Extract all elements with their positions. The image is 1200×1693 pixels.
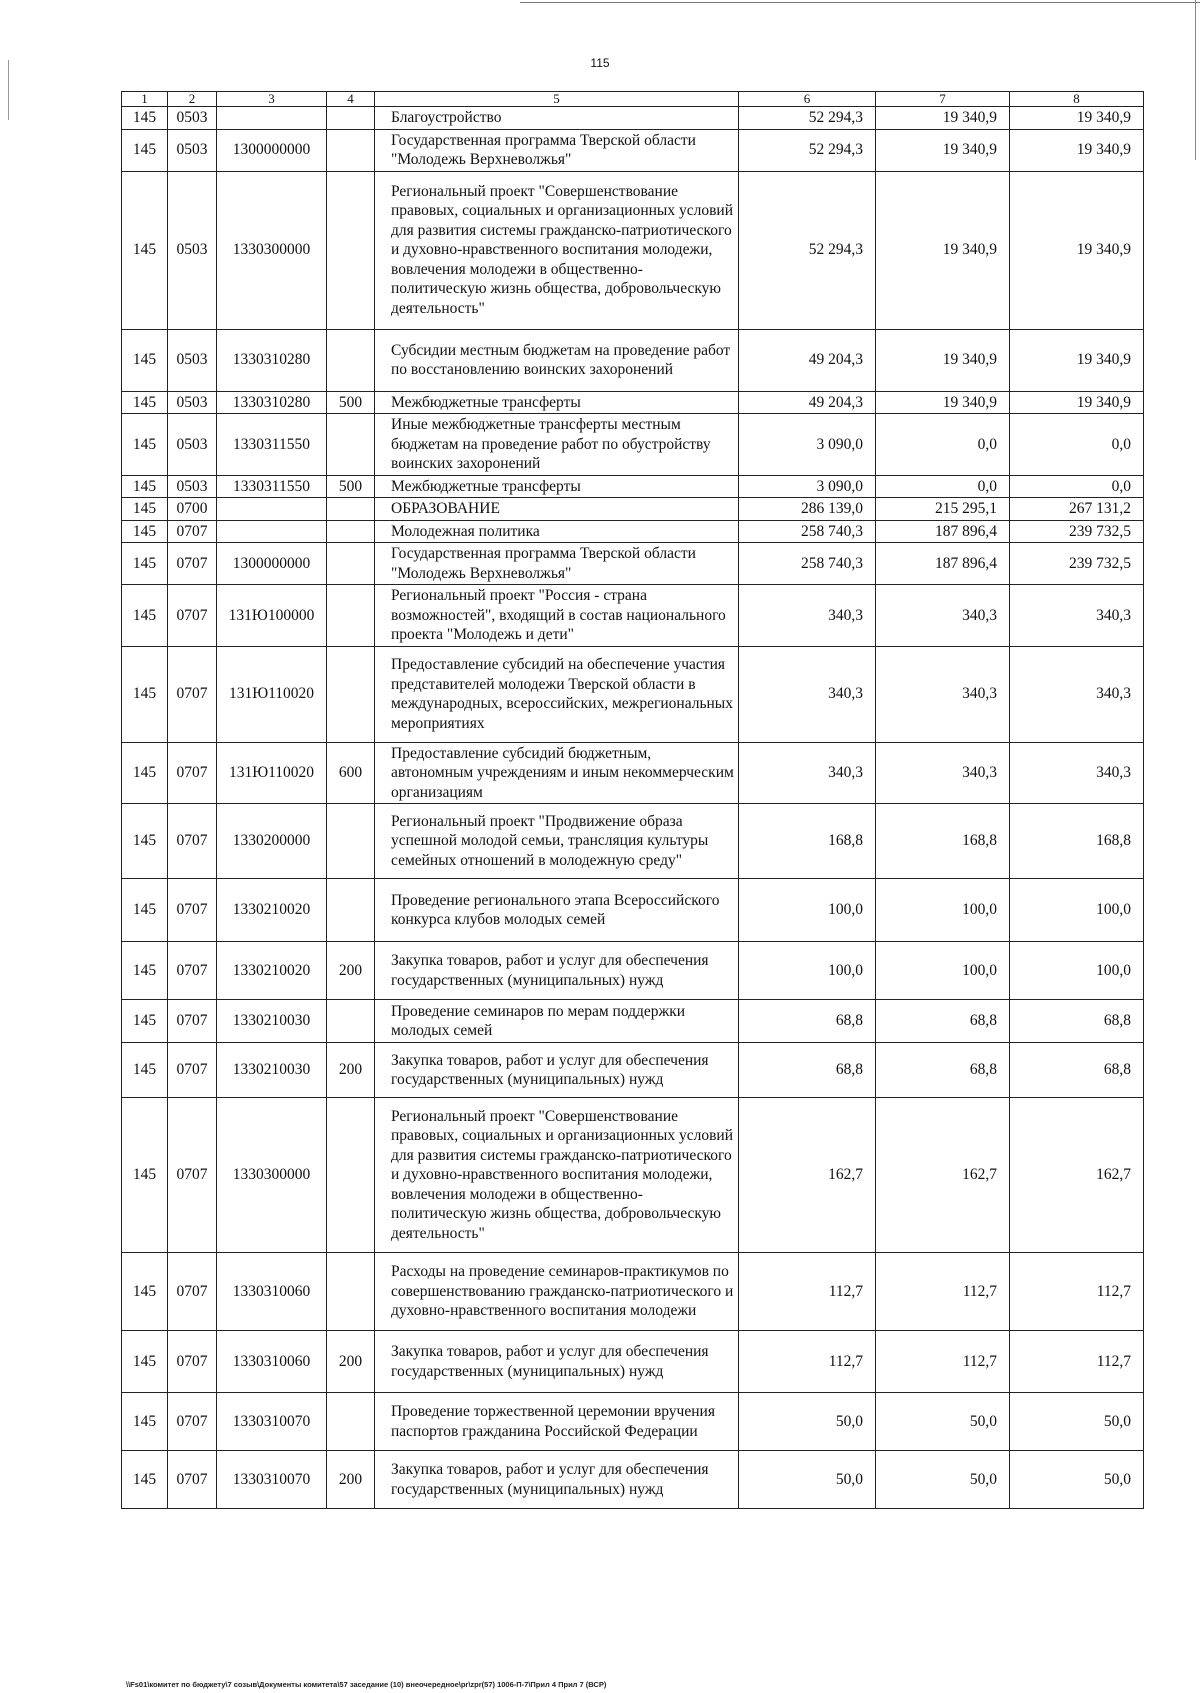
cell-amount-2: 340,3 [876,585,1010,647]
cell-admin-code: 145 [122,171,168,329]
cell-name: Субсидии местным бюджетам на проведение работ по восстановлению воинских захоронений [375,329,739,391]
cell-amount-3: 267 131,2 [1010,498,1144,521]
cell-name: ОБРАЗОВАНИЕ [375,498,739,521]
cell-expense-type: 500 [327,391,375,414]
cell-expense-type [327,1000,375,1043]
column-header: 1 [122,92,168,107]
table-row [122,329,1144,391]
cell-amount-3: 340,3 [1010,646,1144,742]
cell-name: Региональный проект "Совершенствование правовых, социальных и организационных условий для развития системы гражданско-патриотического и духовно-нравственного воспитания молодежи, вовлечения молодежи в общественно-политическую жизнь общества, добровольческую деятельность" [375,171,739,329]
cell-amount-3: 100,0 [1010,879,1144,942]
column-header: 6 [739,92,876,107]
cell-amount-1: 100,0 [739,879,876,942]
cell-amount-1: 52 294,3 [739,107,876,130]
cell-target-article: 1330310060 [217,1253,327,1331]
cell-amount-2: 19 340,9 [876,171,1010,329]
cell-expense-type [327,879,375,942]
cell-amount-3: 19 340,9 [1010,391,1144,414]
column-header: 5 [375,92,739,107]
cell-amount-3: 112,7 [1010,1331,1144,1393]
cell-amount-2: 340,3 [876,646,1010,742]
cell-amount-3: 0,0 [1010,475,1144,498]
cell-name: Предоставление субсидий бюджетным, автономным учреждениям и иным некоммерческим организациям [375,742,739,804]
cell-amount-2: 19 340,9 [876,107,1010,130]
cell-admin-code: 145 [122,107,168,130]
cell-amount-2: 0,0 [876,414,1010,476]
cell-expense-type [327,646,375,742]
cell-amount-3: 68,8 [1010,1000,1144,1043]
table-row [122,543,1144,585]
cell-admin-code: 145 [122,329,168,391]
cell-section: 0707 [168,543,217,585]
table-row [122,171,1144,329]
cell-name: Государственная программа Тверской области "Молодежь Верхневолжья" [375,543,739,585]
cell-amount-2: 187 896,4 [876,520,1010,543]
cell-expense-type [327,129,375,171]
cell-name: Межбюджетные трансферты [375,391,739,414]
cell-section: 0707 [168,1393,217,1451]
table-row [122,520,1144,543]
cell-amount-3: 100,0 [1010,942,1144,1000]
cell-amount-2: 215 295,1 [876,498,1010,521]
cell-name: Проведение семинаров по мерам поддержки молодых семей [375,1000,739,1043]
cell-admin-code: 145 [122,543,168,585]
cell-target-article: 1300000000 [217,129,327,171]
table-row [122,129,1144,171]
cell-amount-1: 340,3 [739,646,876,742]
table-row [122,1253,1144,1331]
cell-amount-2: 187 896,4 [876,543,1010,585]
cell-section: 0707 [168,1253,217,1331]
cell-admin-code: 145 [122,804,168,879]
cell-target-article: 131Ю110020 [217,742,327,804]
cell-amount-3: 50,0 [1010,1393,1144,1451]
table-row [122,475,1144,498]
cell-target-article [217,107,327,130]
cell-amount-1: 68,8 [739,1000,876,1043]
cell-amount-1: 100,0 [739,942,876,1000]
cell-amount-1: 52 294,3 [739,129,876,171]
cell-amount-2: 50,0 [876,1451,1010,1509]
cell-admin-code: 145 [122,475,168,498]
cell-target-article [217,498,327,521]
cell-expense-type [327,1253,375,1331]
cell-section: 0503 [168,329,217,391]
cell-admin-code: 145 [122,942,168,1000]
cell-amount-3: 340,3 [1010,742,1144,804]
cell-admin-code: 145 [122,129,168,171]
cell-target-article: 1330210030 [217,1000,327,1043]
cell-amount-1: 286 139,0 [739,498,876,521]
cell-admin-code: 145 [122,498,168,521]
cell-name: Закупка товаров, работ и услуг для обеспечения государственных (муниципальных) нужд [375,1043,739,1098]
table-row [122,1331,1144,1393]
cell-target-article: 1330310060 [217,1331,327,1393]
cell-amount-1: 340,3 [739,585,876,647]
cell-amount-2: 100,0 [876,879,1010,942]
cell-section: 0707 [168,1098,217,1253]
table-row [122,585,1144,647]
cell-section: 0503 [168,171,217,329]
cell-amount-2: 19 340,9 [876,391,1010,414]
cell-expense-type [327,585,375,647]
cell-name: Закупка товаров, работ и услуг для обеспечения государственных (муниципальных) нужд [375,1331,739,1393]
cell-expense-type [327,498,375,521]
cell-amount-2: 162,7 [876,1098,1010,1253]
cell-amount-1: 50,0 [739,1451,876,1509]
cell-amount-1: 162,7 [739,1098,876,1253]
cell-amount-1: 49 204,3 [739,329,876,391]
cell-admin-code: 145 [122,1098,168,1253]
cell-target-article: 1330210020 [217,879,327,942]
cell-section: 0503 [168,107,217,130]
cell-admin-code: 145 [122,646,168,742]
right-scan-mark [1195,0,1196,160]
cell-name: Закупка товаров, работ и услуг для обеспечения государственных (муниципальных) нужд [375,1451,739,1509]
cell-target-article: 1300000000 [217,543,327,585]
cell-admin-code: 145 [122,1253,168,1331]
column-header: 8 [1010,92,1144,107]
cell-amount-1: 168,8 [739,804,876,879]
cell-name: Региональный проект "Продвижение образа успешной молодой семьи, трансляция культуры семейных отношений в молодежную среду" [375,804,739,879]
cell-section: 0503 [168,414,217,476]
cell-target-article: 1330300000 [217,1098,327,1253]
table-row [122,942,1144,1000]
cell-name: Предоставление субсидий на обеспечение участия представителей молодежи Тверской области в международных, всероссийских, межрегиональных мероприятиях [375,646,739,742]
cell-target-article: 1330310070 [217,1393,327,1451]
table-row [122,1000,1144,1043]
cell-name: Благоустройство [375,107,739,130]
column-header: 3 [217,92,327,107]
table-row [122,879,1144,942]
column-header: 4 [327,92,375,107]
cell-target-article: 1330310280 [217,391,327,414]
cell-target-article [217,520,327,543]
cell-name: Региональный проект "Россия - страна возможностей", входящий в состав национального проекта "Молодежь и дети" [375,585,739,647]
cell-amount-1: 52 294,3 [739,171,876,329]
table-row [122,1451,1144,1509]
cell-target-article: 1330311550 [217,475,327,498]
cell-admin-code: 145 [122,391,168,414]
cell-section: 0707 [168,1000,217,1043]
cell-amount-1: 3 090,0 [739,475,876,498]
cell-amount-2: 19 340,9 [876,129,1010,171]
cell-expense-type [327,520,375,543]
cell-amount-3: 112,7 [1010,1253,1144,1331]
table-body [122,107,1144,1509]
cell-section: 0503 [168,475,217,498]
cell-amount-3: 239 732,5 [1010,520,1144,543]
cell-amount-2: 100,0 [876,942,1010,1000]
cell-admin-code: 145 [122,879,168,942]
cell-section: 0707 [168,1451,217,1509]
table-row [122,804,1144,879]
table-row [122,107,1144,130]
cell-section: 0707 [168,585,217,647]
cell-amount-1: 340,3 [739,742,876,804]
cell-admin-code: 145 [122,585,168,647]
cell-amount-1: 50,0 [739,1393,876,1451]
cell-section: 0707 [168,646,217,742]
cell-admin-code: 145 [122,742,168,804]
cell-target-article: 1330200000 [217,804,327,879]
file-path-footer: \\Fs01\комитет по бюджету\7 созыв\Документы комитета\57 заседание (10) внеочередное\pr\zpr(57) 1006-П-7\Прил 4 Прил 7 (ВСР) [126,1680,607,1689]
cell-amount-3: 19 340,9 [1010,329,1144,391]
cell-name: Проведение торжественной церемонии вручения паспортов гражданина Российской Федерации [375,1393,739,1451]
table-row [122,498,1144,521]
cell-section: 0707 [168,1043,217,1098]
table-row [122,742,1144,804]
cell-amount-3: 19 340,9 [1010,171,1144,329]
cell-section: 0707 [168,1331,217,1393]
cell-expense-type: 600 [327,742,375,804]
cell-amount-1: 49 204,3 [739,391,876,414]
page-number: 115 [590,56,610,70]
cell-target-article: 1330210020 [217,942,327,1000]
cell-amount-3: 162,7 [1010,1098,1144,1253]
cell-target-article: 131Ю100000 [217,585,327,647]
cell-amount-1: 258 740,3 [739,543,876,585]
cell-target-article: 1330311550 [217,414,327,476]
cell-section: 0707 [168,879,217,942]
table-row [122,1043,1144,1098]
cell-amount-3: 0,0 [1010,414,1144,476]
cell-amount-1: 68,8 [739,1043,876,1098]
cell-admin-code: 145 [122,414,168,476]
cell-section: 0503 [168,391,217,414]
table-row [122,1393,1144,1451]
cell-expense-type [327,329,375,391]
cell-amount-2: 340,3 [876,742,1010,804]
cell-expense-type: 500 [327,475,375,498]
cell-expense-type: 200 [327,942,375,1000]
cell-expense-type [327,414,375,476]
cell-name: Государственная программа Тверской области "Молодежь Верхневолжья" [375,129,739,171]
cell-expense-type [327,1098,375,1253]
column-header: 7 [876,92,1010,107]
cell-section: 0700 [168,498,217,521]
cell-amount-2: 112,7 [876,1253,1010,1331]
cell-amount-1: 112,7 [739,1331,876,1393]
cell-expense-type: 200 [327,1043,375,1098]
cell-name: Проведение регионального этапа Всероссийского конкурса клубов молодых семей [375,879,739,942]
table-row [122,391,1144,414]
top-scan-line [520,2,1200,3]
cell-amount-2: 68,8 [876,1000,1010,1043]
budget-table [121,91,1144,1509]
cell-amount-2: 68,8 [876,1043,1010,1098]
cell-target-article: 1330310280 [217,329,327,391]
cell-admin-code: 145 [122,520,168,543]
table-header-row [122,92,1144,107]
cell-amount-3: 19 340,9 [1010,129,1144,171]
cell-amount-2: 50,0 [876,1393,1010,1451]
cell-section: 0707 [168,942,217,1000]
cell-expense-type: 200 [327,1451,375,1509]
cell-name: Расходы на проведение семинаров-практикумов по совершенствованию гражданско-патриотического и духовно-нравственного воспитания молодежи [375,1253,739,1331]
cell-name: Региональный проект "Совершенствование правовых, социальных и организационных условий для развития системы гражданско-патриотического и духовно-нравственного воспитания молодежи, вовлечения молодежи в общественно-политическую жизнь общества, добровольческую деятельность" [375,1098,739,1253]
table-row [122,414,1144,476]
cell-amount-2: 168,8 [876,804,1010,879]
cell-section: 0707 [168,520,217,543]
cell-amount-2: 19 340,9 [876,329,1010,391]
cell-amount-3: 68,8 [1010,1043,1144,1098]
cell-amount-3: 340,3 [1010,585,1144,647]
column-header: 2 [168,92,217,107]
cell-admin-code: 145 [122,1393,168,1451]
cell-admin-code: 145 [122,1331,168,1393]
cell-target-article: 1330310070 [217,1451,327,1509]
cell-expense-type [327,107,375,130]
cell-admin-code: 145 [122,1043,168,1098]
cell-amount-2: 0,0 [876,475,1010,498]
cell-expense-type [327,171,375,329]
cell-amount-3: 168,8 [1010,804,1144,879]
cell-name: Молодежная политика [375,520,739,543]
cell-amount-1: 258 740,3 [739,520,876,543]
cell-name: Иные межбюджетные трансферты местным бюджетам на проведение работ по обустройству воинских захоронений [375,414,739,476]
cell-name: Межбюджетные трансферты [375,475,739,498]
cell-amount-3: 239 732,5 [1010,543,1144,585]
cell-section: 0707 [168,804,217,879]
cell-expense-type: 200 [327,1331,375,1393]
cell-expense-type [327,1393,375,1451]
cell-section: 0503 [168,129,217,171]
cell-amount-1: 112,7 [739,1253,876,1331]
cell-target-article: 131Ю110020 [217,646,327,742]
cell-admin-code: 145 [122,1451,168,1509]
table-row [122,1098,1144,1253]
cell-target-article: 1330300000 [217,171,327,329]
table-row [122,646,1144,742]
cell-target-article: 1330210030 [217,1043,327,1098]
cell-amount-2: 112,7 [876,1331,1010,1393]
cell-amount-3: 50,0 [1010,1451,1144,1509]
cell-name: Закупка товаров, работ и услуг для обеспечения государственных (муниципальных) нужд [375,942,739,1000]
cell-expense-type [327,804,375,879]
cell-amount-1: 3 090,0 [739,414,876,476]
cell-admin-code: 145 [122,1000,168,1043]
cell-amount-3: 19 340,9 [1010,107,1144,130]
cell-expense-type [327,543,375,585]
cell-section: 0707 [168,742,217,804]
